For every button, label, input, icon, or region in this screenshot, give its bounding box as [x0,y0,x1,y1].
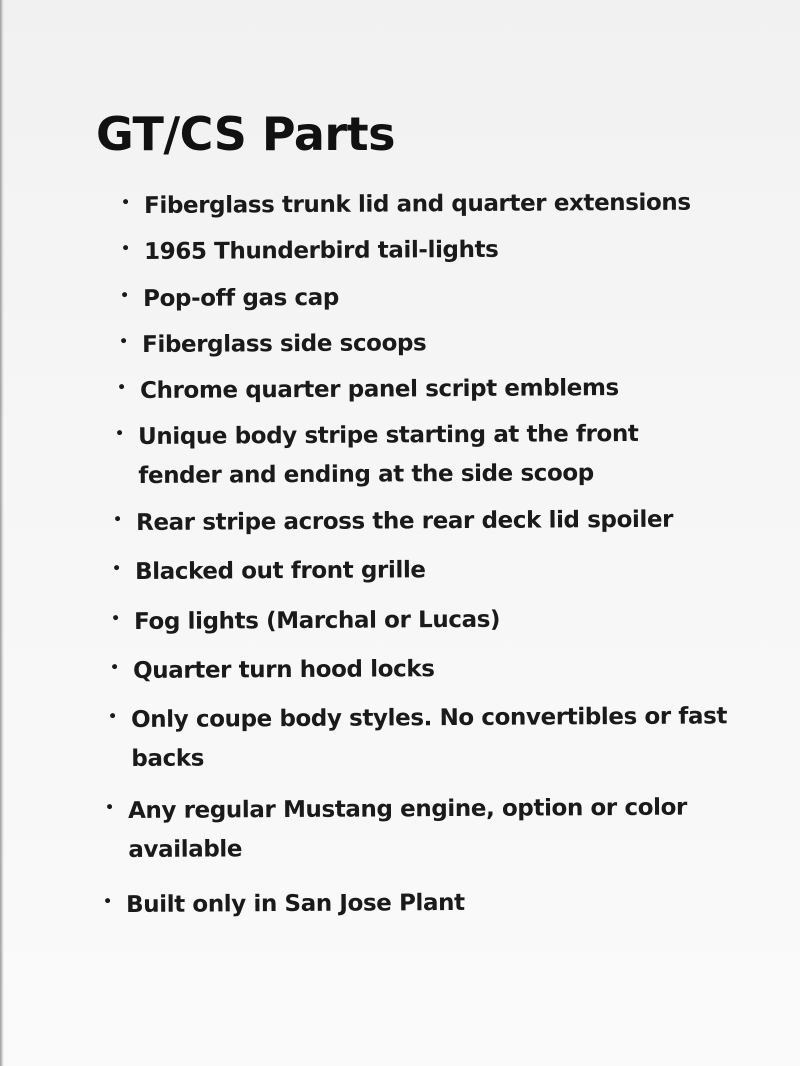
bullet-icon [112,664,117,669]
list-item-text: Fiberglass trunk lid and quarter extensions [144,189,691,219]
list-item-text: Chrome quarter panel script emblems [140,375,619,404]
bullet-icon [122,292,127,297]
list-item [142,322,742,365]
list-item [128,789,688,870]
list-item-text: Blacked out front grille [135,557,426,585]
bullet-icon [117,430,122,435]
bullet-icon [107,804,112,809]
bullet-icon [113,615,118,620]
list-item [140,368,740,411]
list-item-text: Any regular Mustang engine, option or color available [128,794,687,863]
bullet-icon [114,565,119,570]
list-item-text: 1965 Thunderbird tail-lights [144,236,499,265]
list-item-text: Quarter turn hood locks [133,656,435,684]
list-item-text: Fiberglass side scoops [142,330,427,358]
list-item-text: Unique body stripe starting at the front fender and ending at the side scoop [138,420,639,489]
page-title: GT/CS Parts [96,107,395,161]
bullet-icon [115,516,120,521]
bullet-icon [123,199,128,204]
list-item [136,500,736,543]
list-item [131,697,731,779]
list-item-text: Only coupe body styles. No convertibles or fast backs [131,703,728,772]
bullet-icon [110,713,115,718]
list-item [143,276,743,319]
list-item [144,183,744,226]
bullet-icon [105,898,110,903]
list-item-text: Pop-off gas cap [143,284,339,312]
bullet-icon [119,384,124,389]
list-item [126,882,726,925]
bullet-icon [123,245,128,250]
list-item-text: Fog lights (Marchal or Lucas) [134,606,501,635]
list-item [133,648,733,691]
bullet-icon [121,338,126,343]
list-item-text: Built only in San Jose Plant [126,889,465,918]
list-item [135,549,735,592]
list-item [138,415,698,496]
list-item-text: Rear stripe across the rear deck lid spoiler [136,506,674,536]
list-item [144,229,744,272]
list-item [134,599,734,642]
